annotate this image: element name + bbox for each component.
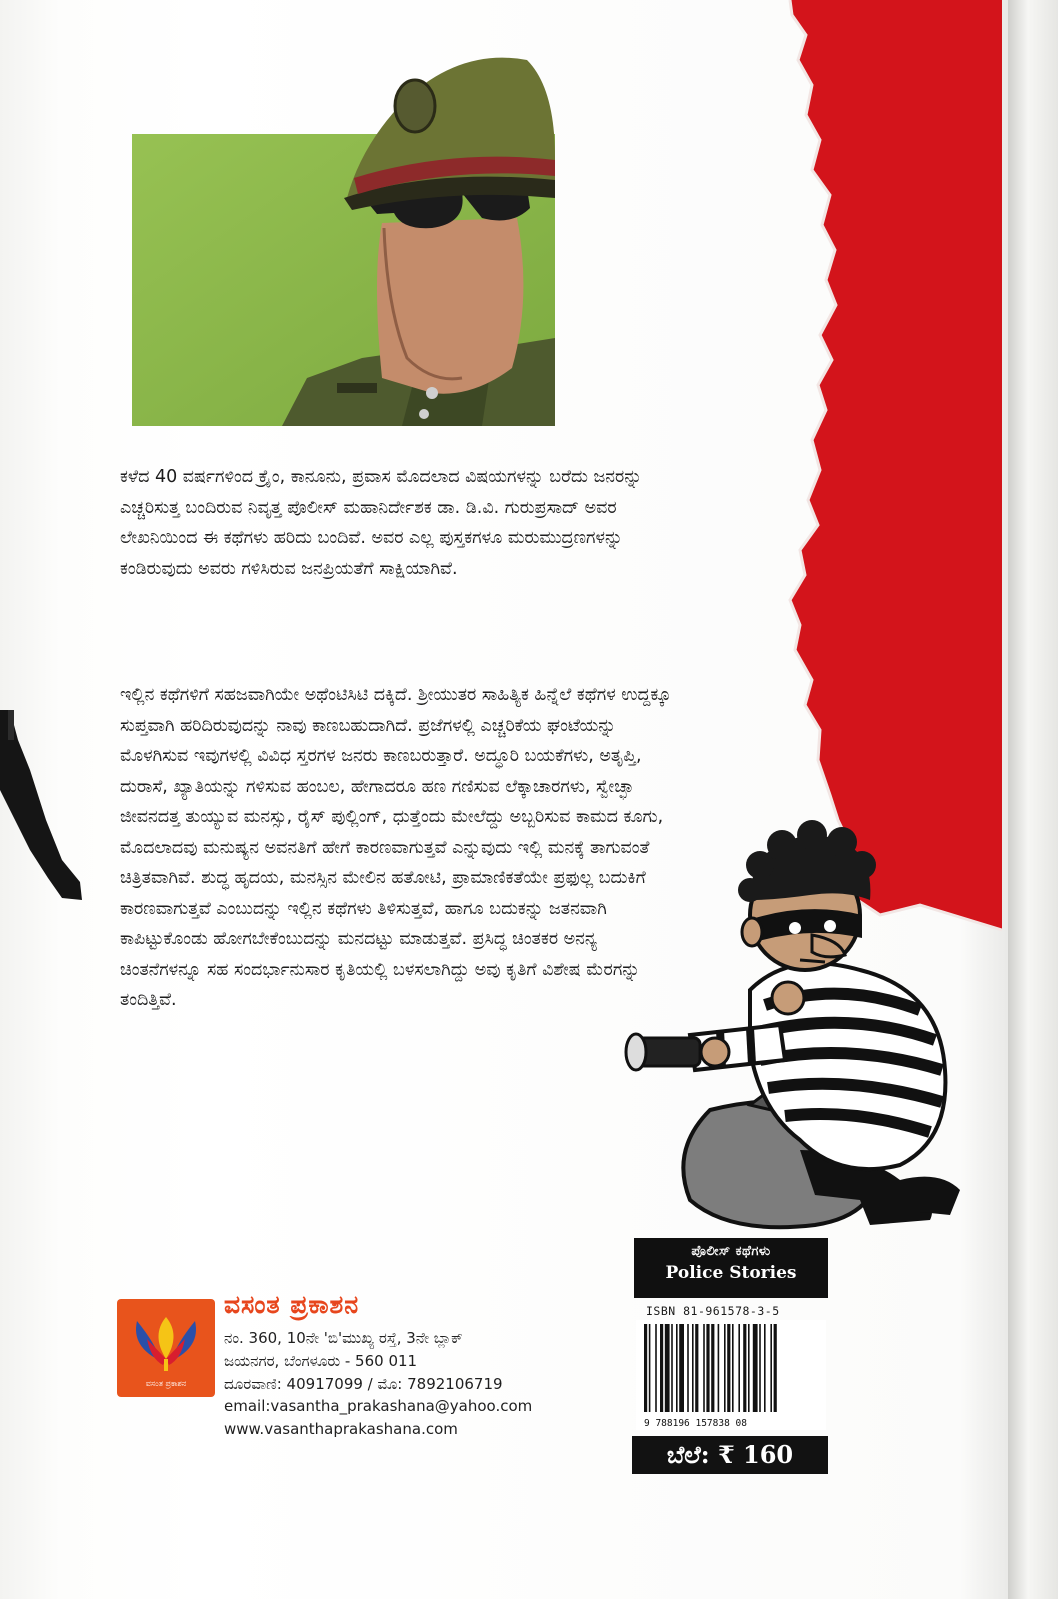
- barcode-bar: [770, 1324, 772, 1412]
- barcode-bar: [774, 1324, 777, 1412]
- logo-caption: ವಸಂತ ಪ್ರಕಾಶನ: [145, 1379, 187, 1388]
- series-english-title: Police Stories: [665, 1263, 797, 1283]
- barcode-bar: [679, 1324, 684, 1412]
- barcode-bar: [655, 1324, 657, 1412]
- barcode-bar: [738, 1324, 740, 1412]
- barcode-digits: 9 788196 157838 08: [644, 1418, 747, 1429]
- barcode-bar: [706, 1324, 709, 1412]
- barcode-bar: [748, 1324, 750, 1412]
- barcode-bar: [724, 1324, 726, 1412]
- publisher-website: www.vasanthaprakashana.com: [224, 1420, 458, 1438]
- barcode-bar: [759, 1324, 761, 1412]
- barcode-bar: [649, 1324, 651, 1412]
- barcode-bar: [753, 1324, 758, 1412]
- publisher-name: ವಸಂತ ಪ್ರಕಾಶನ: [224, 1290, 360, 1319]
- author-photo: [132, 48, 555, 426]
- blurb-paragraph-1: ಕಳೆದ 40 ವರ್ಷಗಳಿಂದ ಕ್ರೈಂ, ಕಾನೂನು, ಪ್ರವಾಸ ಮೊದಲಾದ ವಿಷಯಗಳನ್ನು ಬರೆದು ಜನರನ್ನು ಎಚ್ಚರಿಸುತ್ತ ಬಂದಿರುವ ನಿವೃತ್ತ ಪೊಲೀಸ್ ಮಹಾನಿರ್ದೇಶಕ ಡಾ. ಡಿ.ವಿ. ಗುರುಪ್ರಸಾದ್ ಅವರ ಲೇಖನಿಯಿಂದ ಈ ಕಥೆಗಳು ಹರಿದು ಬಂದಿವೆ. ಅವರ ಎಲ್ಲ ಪುಸ್ತಕಗಳೂ ಮರುಮುದ್ರಣಗಳನ್ನು ಕಂಡಿರುವುದು ಅವರು ಗಳಿಸಿರುವ ಜನಪ್ರಿಯತೆಗೆ ಸಾಕ್ಷಿಯಾಗಿವೆ.: [120, 467, 642, 579]
- barcode-bar: [727, 1324, 730, 1412]
- barcode-bar: [695, 1324, 698, 1412]
- publisher-address-line-2: ಜಯನಗರ, ಬೆಂಗಳೂರು - 560 011: [224, 1352, 418, 1370]
- barcode-bar: [743, 1324, 746, 1412]
- barcode-bar: [676, 1324, 678, 1412]
- blurb-paragraph-2: ಇಲ್ಲಿನ ಕಥೆಗಳಿಗೆ ಸಹಜವಾಗಿಯೇ ಅಥೆಂಟಿಸಿಟಿ ದಕ್ಕಿದೆ. ಶ್ರೀಯುತರ ಸಾಹಿತ್ಯಿಕ ಹಿನ್ನೆಲೆ ಕಥೆಗಳ ಉದ್ದಕ್ಕೂ ಸುಪ್ತವಾಗಿ ಹರಿದಿರುವುದನ್ನು ನಾವು ಕಾಣಬಹುದಾಗಿದೆ. ಪ್ರಜೆಗಳಲ್ಲಿ ಎಚ್ಚರಿಕೆಯ ಘಂಟೆಯನ್ನು ಮೊಳಗಿಸುವ ಇವುಗಳಲ್ಲಿ ವಿವಿಧ ಸ್ತರಗಳ ಜನರು ಕಾಣಬರುತ್ತಾರೆ. ಅದ್ಧೂರಿ ಬಯಕೆಗಳು, ಅತೃಪ್ತಿ, ದುರಾಸೆ, ಖ್ಯಾತಿಯನ್ನು ಗಳಿಸುವ ಹಂಬಲ, ಹೇಗಾದರೂ ಹಣ ಗಣಿಸುವ ಲೆಕ್ಕಾಚಾರಗಳು, ಸ್ವೇಚ್ಛಾ ಜೀವನದತ್ತ ತುಯ್ಯುವ ಮನಸ್ಸು, ರೈಸ್ ಪುಲ್ಲಿಂಗ್, ಧುತ್ತೆಂದು ಮೇಲೆದ್ದು ಅಬ್ಬರಿಸುವ ಕಾಮದ ಕೂಗು, ಮೊದಲಾದವು ಮನುಷ್ಯನ ಅವನತಿಗೆ ಹೇಗೆ ಕಾರಣವಾಗುತ್ತವೆ ಎನ್ನುವುದು ಇಲ್ಲಿ ಮನಕ್ಕೆ ತಾಗುವಂತೆ ಚಿತ್ರಿತವಾಗಿವೆ. ಶುದ್ಧ ಹೃದಯ, ಮನಸ್ಸಿನ ಮೇಲಿನ ಹತೋಟಿ, ಪ್ರಾಮಾಣಿಕತೆಯೇ ಪ್ರಫುಲ್ಲ ಬದುಕಿಗೆ ಕಾರಣವಾಗುತ್ತವೆ ಎಂಬುದನ್ನು ಇಲ್ಲಿನ ಕಥೆಗಳು ತಿಳಿಸುತ್ತವೆ, ಹಾಗೂ ಬದುಕನ್ನು ಜತನವಾಗಿ ಕಾಪಿಟ್ಟುಕೊಂಡು ಹೋಗಬೇಕೆಂಬುದನ್ನು ಮನದಟ್ಟು ಮಾಡುತ್ತವೆ. ಪ್ರಸಿದ್ಧ ಚಿಂತಕರ ಅನನ್ಯ ಚಿಂತನೆಗಳನ್ನೂ ಸಹ ಸಂದರ್ಭಾನುಸಾರ ಕೃತಿಯಲ್ಲಿ ಬಳಸಲಾಗಿದ್ದು ಅವು ಕೃತಿಗೆ ವಿಶೇಷ ಮೆರಗನ್ನು ತಂದಿತ್ತಿವೆ.: [120, 685, 672, 1010]
- burglar-illustration-icon: [600, 820, 980, 1240]
- publisher-email: email:vasantha_prakashana@yahoo.com: [224, 1397, 533, 1415]
- price-label: ಬೆಲೆ: ₹ 160: [632, 1436, 828, 1474]
- isbn-number: ISBN 81-961578-3-5: [646, 1304, 780, 1318]
- series-kannada-title: ಪೊಲೀಸ್ ಕಥೆಗಳು: [691, 1244, 771, 1259]
- barcode-icon: [636, 1320, 826, 1430]
- publisher-address-line-1: ನಂ. 360, 10ನೇ 'ಬಿ'ಮುಖ್ಯ ರಸ್ತೆ, 3ನೇ ಬ್ಲಾಕ್: [224, 1329, 463, 1347]
- publisher-logo: [117, 1299, 215, 1397]
- tulip-flower-logo-icon: [117, 1299, 215, 1379]
- pistol-icon: [0, 700, 90, 920]
- barcode-bar: [764, 1324, 766, 1412]
- barcode-bar: [711, 1324, 714, 1412]
- barcode-bar: [718, 1324, 720, 1412]
- barcode-bar: [732, 1324, 734, 1412]
- barcode-bar: [671, 1324, 673, 1412]
- barcode-bar: [660, 1324, 663, 1412]
- publisher-phone: ದೂರವಾಣಿ: 40917099 / ಮೊ: 7892106719: [224, 1375, 503, 1393]
- barcode-bar: [692, 1324, 694, 1412]
- barcode-bar: [644, 1324, 647, 1412]
- barcode-bar: [665, 1324, 670, 1412]
- series-label-box: [634, 1238, 828, 1298]
- barcode-bar: [687, 1324, 689, 1412]
- barcode-bar: [703, 1324, 705, 1412]
